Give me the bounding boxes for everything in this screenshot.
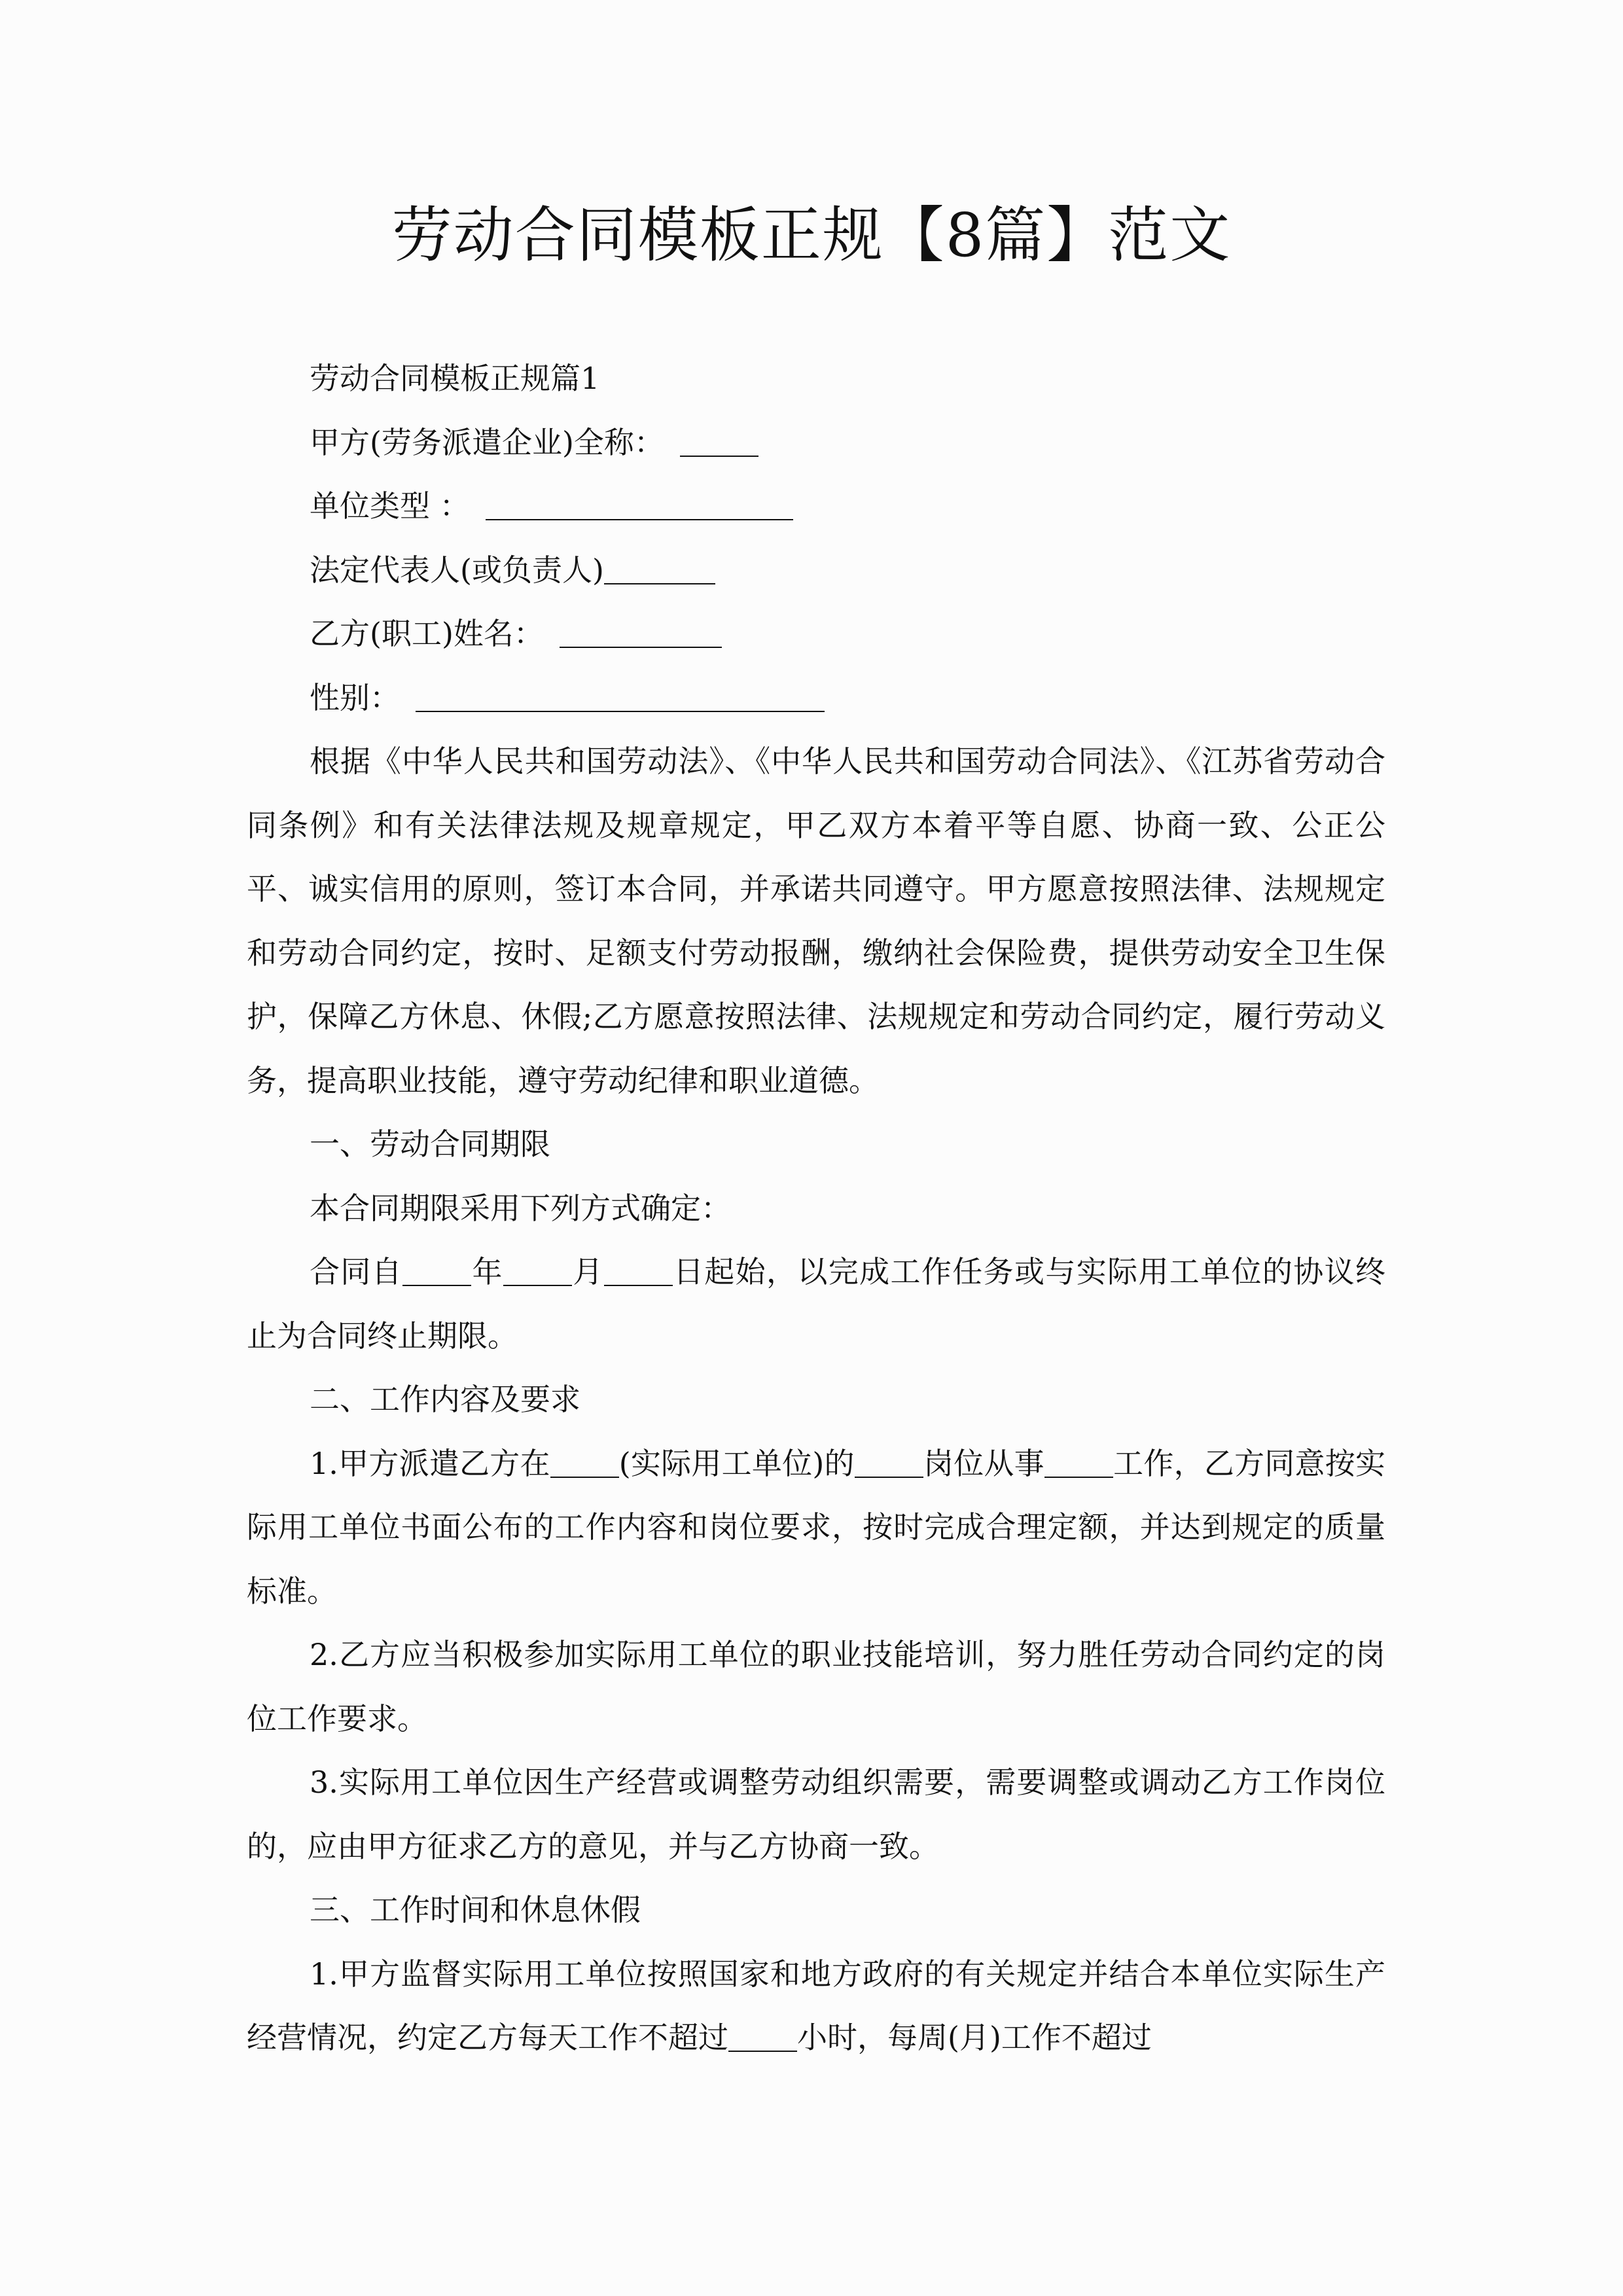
section-heading-text: 劳动合同模板正规篇1 <box>310 361 600 396</box>
party-b-blank[interactable] <box>560 620 722 648</box>
section-1-term-paragraph <box>247 1240 1385 1368</box>
gender-label: 性别： <box>310 679 400 715</box>
s3-item1-part1: 1.甲方监督实际用工单位按照国家和地方政府的有关规定并结合本单位实际生产经营情况，约定乙方每天工作不超过 <box>247 1956 1385 2055</box>
unit-type-label: 单位类型 ： <box>310 488 470 524</box>
party-b-field <box>247 602 1385 666</box>
s2-item1-part2: (实际用工单位)的 <box>618 1445 855 1481</box>
section-2-item-3: 3.实际用工单位因生产经营或调整劳动组织需要，需要调整或调动乙方工作岗位的，应由甲方征求乙方的意见，并与乙方协商一致。 <box>247 1765 1385 1864</box>
section-heading <box>247 347 1385 411</box>
position-blank[interactable] <box>855 1450 923 1478</box>
term-year-blank[interactable] <box>402 1259 471 1286</box>
s3-item1-part2: 小时，每周(月)工作不超过 <box>797 2020 1152 2055</box>
document-title: 劳动合同模板正规【8篇】范文 <box>391 200 1232 270</box>
term-suffix: 日起始，以完成工作任务或与实际用工单位的协议终止为合同终止期限。 <box>247 1254 1386 1354</box>
term-year-label: 年 <box>471 1254 503 1289</box>
party-b-label: 乙方(职工)姓名： <box>310 616 544 651</box>
legal-rep-blank[interactable] <box>604 557 715 584</box>
party-a-field <box>247 411 1385 475</box>
section-1-heading: 一、劳动合同期限 <box>310 1126 550 1162</box>
term-prefix: 合同自 <box>310 1254 403 1289</box>
term-day-blank[interactable] <box>604 1259 673 1286</box>
legal-rep-field <box>247 539 1385 603</box>
term-month-label: 月 <box>571 1254 604 1289</box>
term-month-blank[interactable] <box>503 1259 572 1286</box>
section-2-heading: 二、工作内容及要求 <box>310 1382 580 1417</box>
party-a-blank[interactable] <box>680 429 758 457</box>
section-3-item-1 <box>247 1943 1385 2070</box>
section-1-intro: 本合同期限采用下列方式确定： <box>310 1190 731 1226</box>
employer-unit-blank[interactable] <box>550 1450 619 1478</box>
job-type-blank[interactable] <box>1044 1450 1113 1478</box>
gender-blank[interactable] <box>416 685 825 712</box>
daily-hours-blank[interactable] <box>728 2024 797 2052</box>
section-2-item-1 <box>247 1432 1385 1624</box>
document-body <box>247 347 1385 2070</box>
unit-type-field <box>247 475 1385 539</box>
legal-rep-label: 法定代表人(或负责人) <box>310 552 604 588</box>
section-2-item-2: 2.乙方应当积极参加实际用工单位的职业技能培训，努力胜任劳动合同约定的岗位工作要求。 <box>247 1637 1385 1736</box>
s2-item1-part1: 1.甲方派遣乙方在 <box>310 1445 550 1481</box>
s2-item1-part4: 工作，乙方同意按实际用工单位书面公布的工作内容和岗位要求，按时完成合理定额，并达到规定的质量标准。 <box>247 1445 1385 1609</box>
unit-type-blank[interactable] <box>486 493 793 520</box>
gender-field <box>247 666 1385 730</box>
section-3-heading: 三、工作时间和休息休假 <box>310 1892 641 1928</box>
s2-item1-part3: 岗位从事 <box>923 1445 1044 1481</box>
preamble-paragraph: 根据《中华人民共和国劳动法》、《中华人民共和国劳动合同法》、《江苏省劳动合同条例》和有关法律法规及规章规定，甲乙双方本着平等自愿、协商一致、公正公平、诚实信用的原则，签订本合同，并承诺共同遵守。甲方愿意按照法律、法规规定和劳动合同约定，按时、足额支付劳动报酬，缴纳社会保险费，提供劳动安全卫生保护，保障乙方休息、休假;乙方愿意按照法律、法规规定和劳动合同约定，履行劳动义务，提高职业技能，遵守劳动纪律和职业道德。 <box>247 744 1385 1098</box>
party-a-label: 甲方(劳务派遣企业)全称： <box>310 424 664 460</box>
